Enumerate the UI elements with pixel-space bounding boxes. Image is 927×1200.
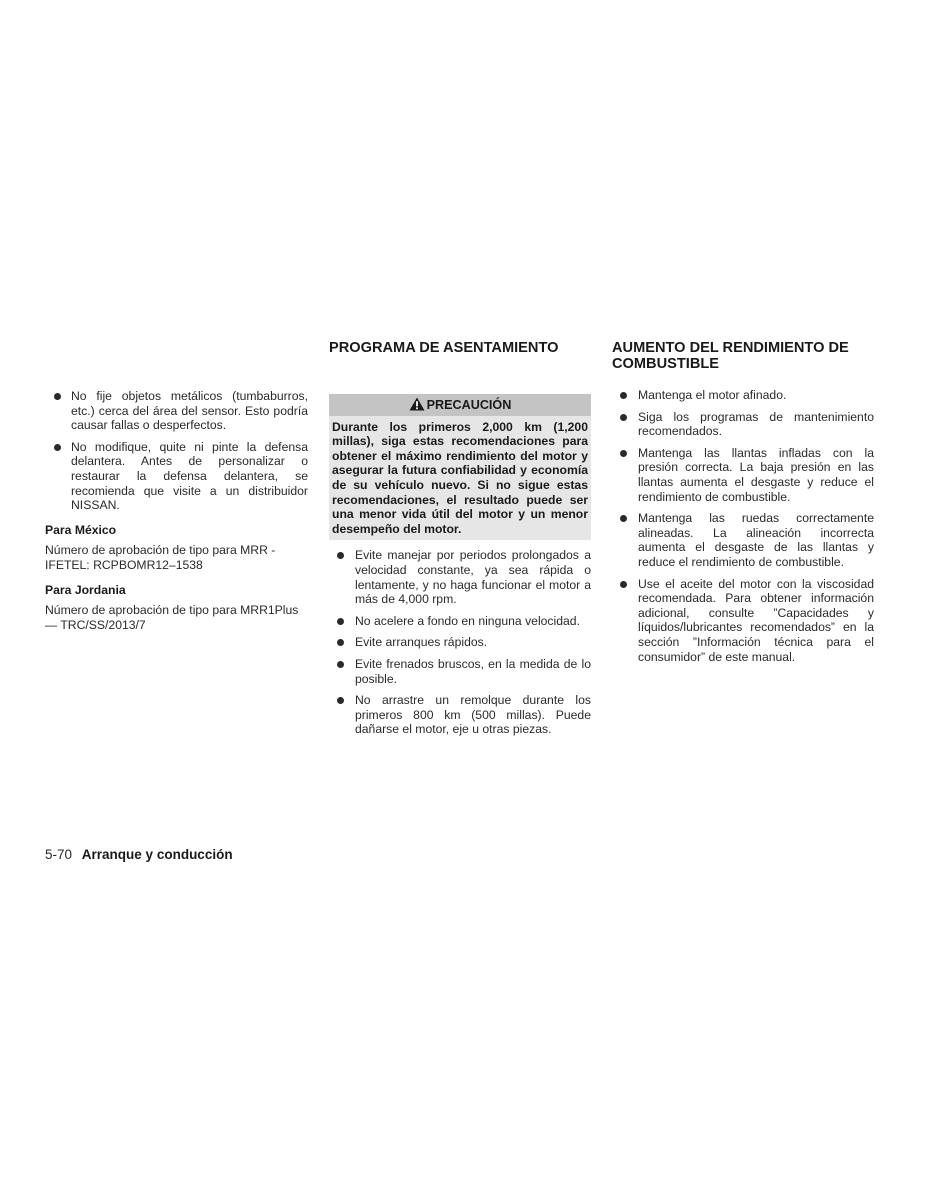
list-item-text: No fije objetos metálicos (tumbaburros, etc.) cerca del área del sensor. Esto podría causar fallas o desperfectos. <box>71 389 308 433</box>
section-heading-fuel-economy: AUMENTO DEL RENDIMIENTO DE COMBUSTIBLE <box>612 340 849 372</box>
bullet-icon <box>620 515 627 522</box>
list-item-text: Mantenga el motor afinado. <box>638 388 787 402</box>
list-item-text: No arrastre un remolque durante los primeros 800 km (500 millas). Puede dañarse el motor, eje u otras piezas. <box>355 693 591 737</box>
chapter-title: Arranque y conducción <box>81 847 233 862</box>
bullet-icon <box>337 697 344 704</box>
list-item-text: Use el aceite del motor con la viscosidad recomendada. Para obtener información adicional, consulte ”Capacidades y líquidos/lubricantes recomendados” en la sección ”Información técnica para el consumidor” de este manual. <box>638 576 874 664</box>
list-item <box>329 657 591 686</box>
list-item <box>612 577 874 665</box>
right-bullet-list <box>612 388 874 664</box>
list-item <box>329 548 591 606</box>
list-item-text: No acelere a fondo en ninguna velocidad. <box>355 613 580 628</box>
page-number: 5-70 <box>45 847 73 862</box>
list-item-text: Mantenga las llantas infladas con la presión correcta. La baja presión en las llantas aumenta el desgaste y reduce el rendimiento de combustible. <box>638 445 874 504</box>
left-bullet-list <box>45 389 308 513</box>
caution-title: PRECAUCIÓN <box>426 398 512 412</box>
list-item-text: Evite manejar por periodos prolongados a velocidad constante, ya sea rápida o lentamente, y no haga funcionar el motor a más de 4,000 rpm. <box>355 548 591 607</box>
mexico-heading: Para México <box>45 522 117 537</box>
bullet-icon <box>620 450 627 457</box>
list-item <box>612 388 874 403</box>
list-item-text: Evite frenados bruscos, en la medida de lo posible. <box>355 656 591 686</box>
list-item-text: Siga los programas de mantenimiento recomendados. <box>638 409 874 439</box>
caution-title-bar <box>329 394 591 416</box>
bullet-icon <box>620 581 627 588</box>
list-item <box>329 693 591 737</box>
jordan-heading: Para Jordania <box>45 582 126 597</box>
middle-column <box>329 340 591 744</box>
list-item-text: Mantenga las ruedas correctamente alineadas. La alineación incorrecta aumenta el desgaste de las llantas y reduce el rendimiento de combustible. <box>638 511 874 569</box>
jordan-approval-text: Número de aprobación de tipo para MRR1Plus — TRC/SS/2013/7 <box>45 603 299 632</box>
middle-bullet-list <box>329 548 591 737</box>
list-item <box>612 446 874 504</box>
left-column <box>45 389 308 638</box>
list-item-text: No modifique, quite ni pinte la defensa delantera. Antes de personalizar o restaurar la defensa delantera, se recomienda que visite a un distribuidor NISSAN. <box>71 439 308 513</box>
list-item <box>612 410 874 439</box>
bullet-icon <box>620 392 627 399</box>
bullet-icon <box>337 661 344 668</box>
caution-box <box>329 394 591 540</box>
list-item-text: Evite arranques rápidos. <box>355 635 488 650</box>
section-heading-break-in: PROGRAMA DE ASENTAMIENTO <box>329 340 559 356</box>
right-column <box>612 340 874 671</box>
bullet-icon <box>337 618 344 625</box>
list-item <box>329 614 591 629</box>
bullet-icon <box>337 552 344 559</box>
list-item <box>329 635 591 650</box>
list-item <box>45 389 308 433</box>
list-item <box>45 440 308 513</box>
bullet-icon <box>54 393 61 400</box>
list-item <box>612 511 874 569</box>
bullet-icon <box>620 414 627 421</box>
mexico-approval-text: Número de aprobación de tipo para MRR - IFETEL: RCPBOMR12–1538 <box>45 543 276 572</box>
bullet-icon <box>337 639 344 646</box>
caution-text: Durante los primeros 2,000 km (1,200 millas), siga estas recomendaciones para obtener el máximo rendimiento del motor y asegurar la futura confiabilidad y economía de su vehículo nuevo. Si no sigue estas recomendaciones, el resultado puede ser una menor vida útil del motor y un menor desempeño del motor. <box>329 416 591 541</box>
page-footer <box>45 847 233 862</box>
bullet-icon <box>54 444 61 451</box>
warning-triangle-icon <box>409 397 425 411</box>
